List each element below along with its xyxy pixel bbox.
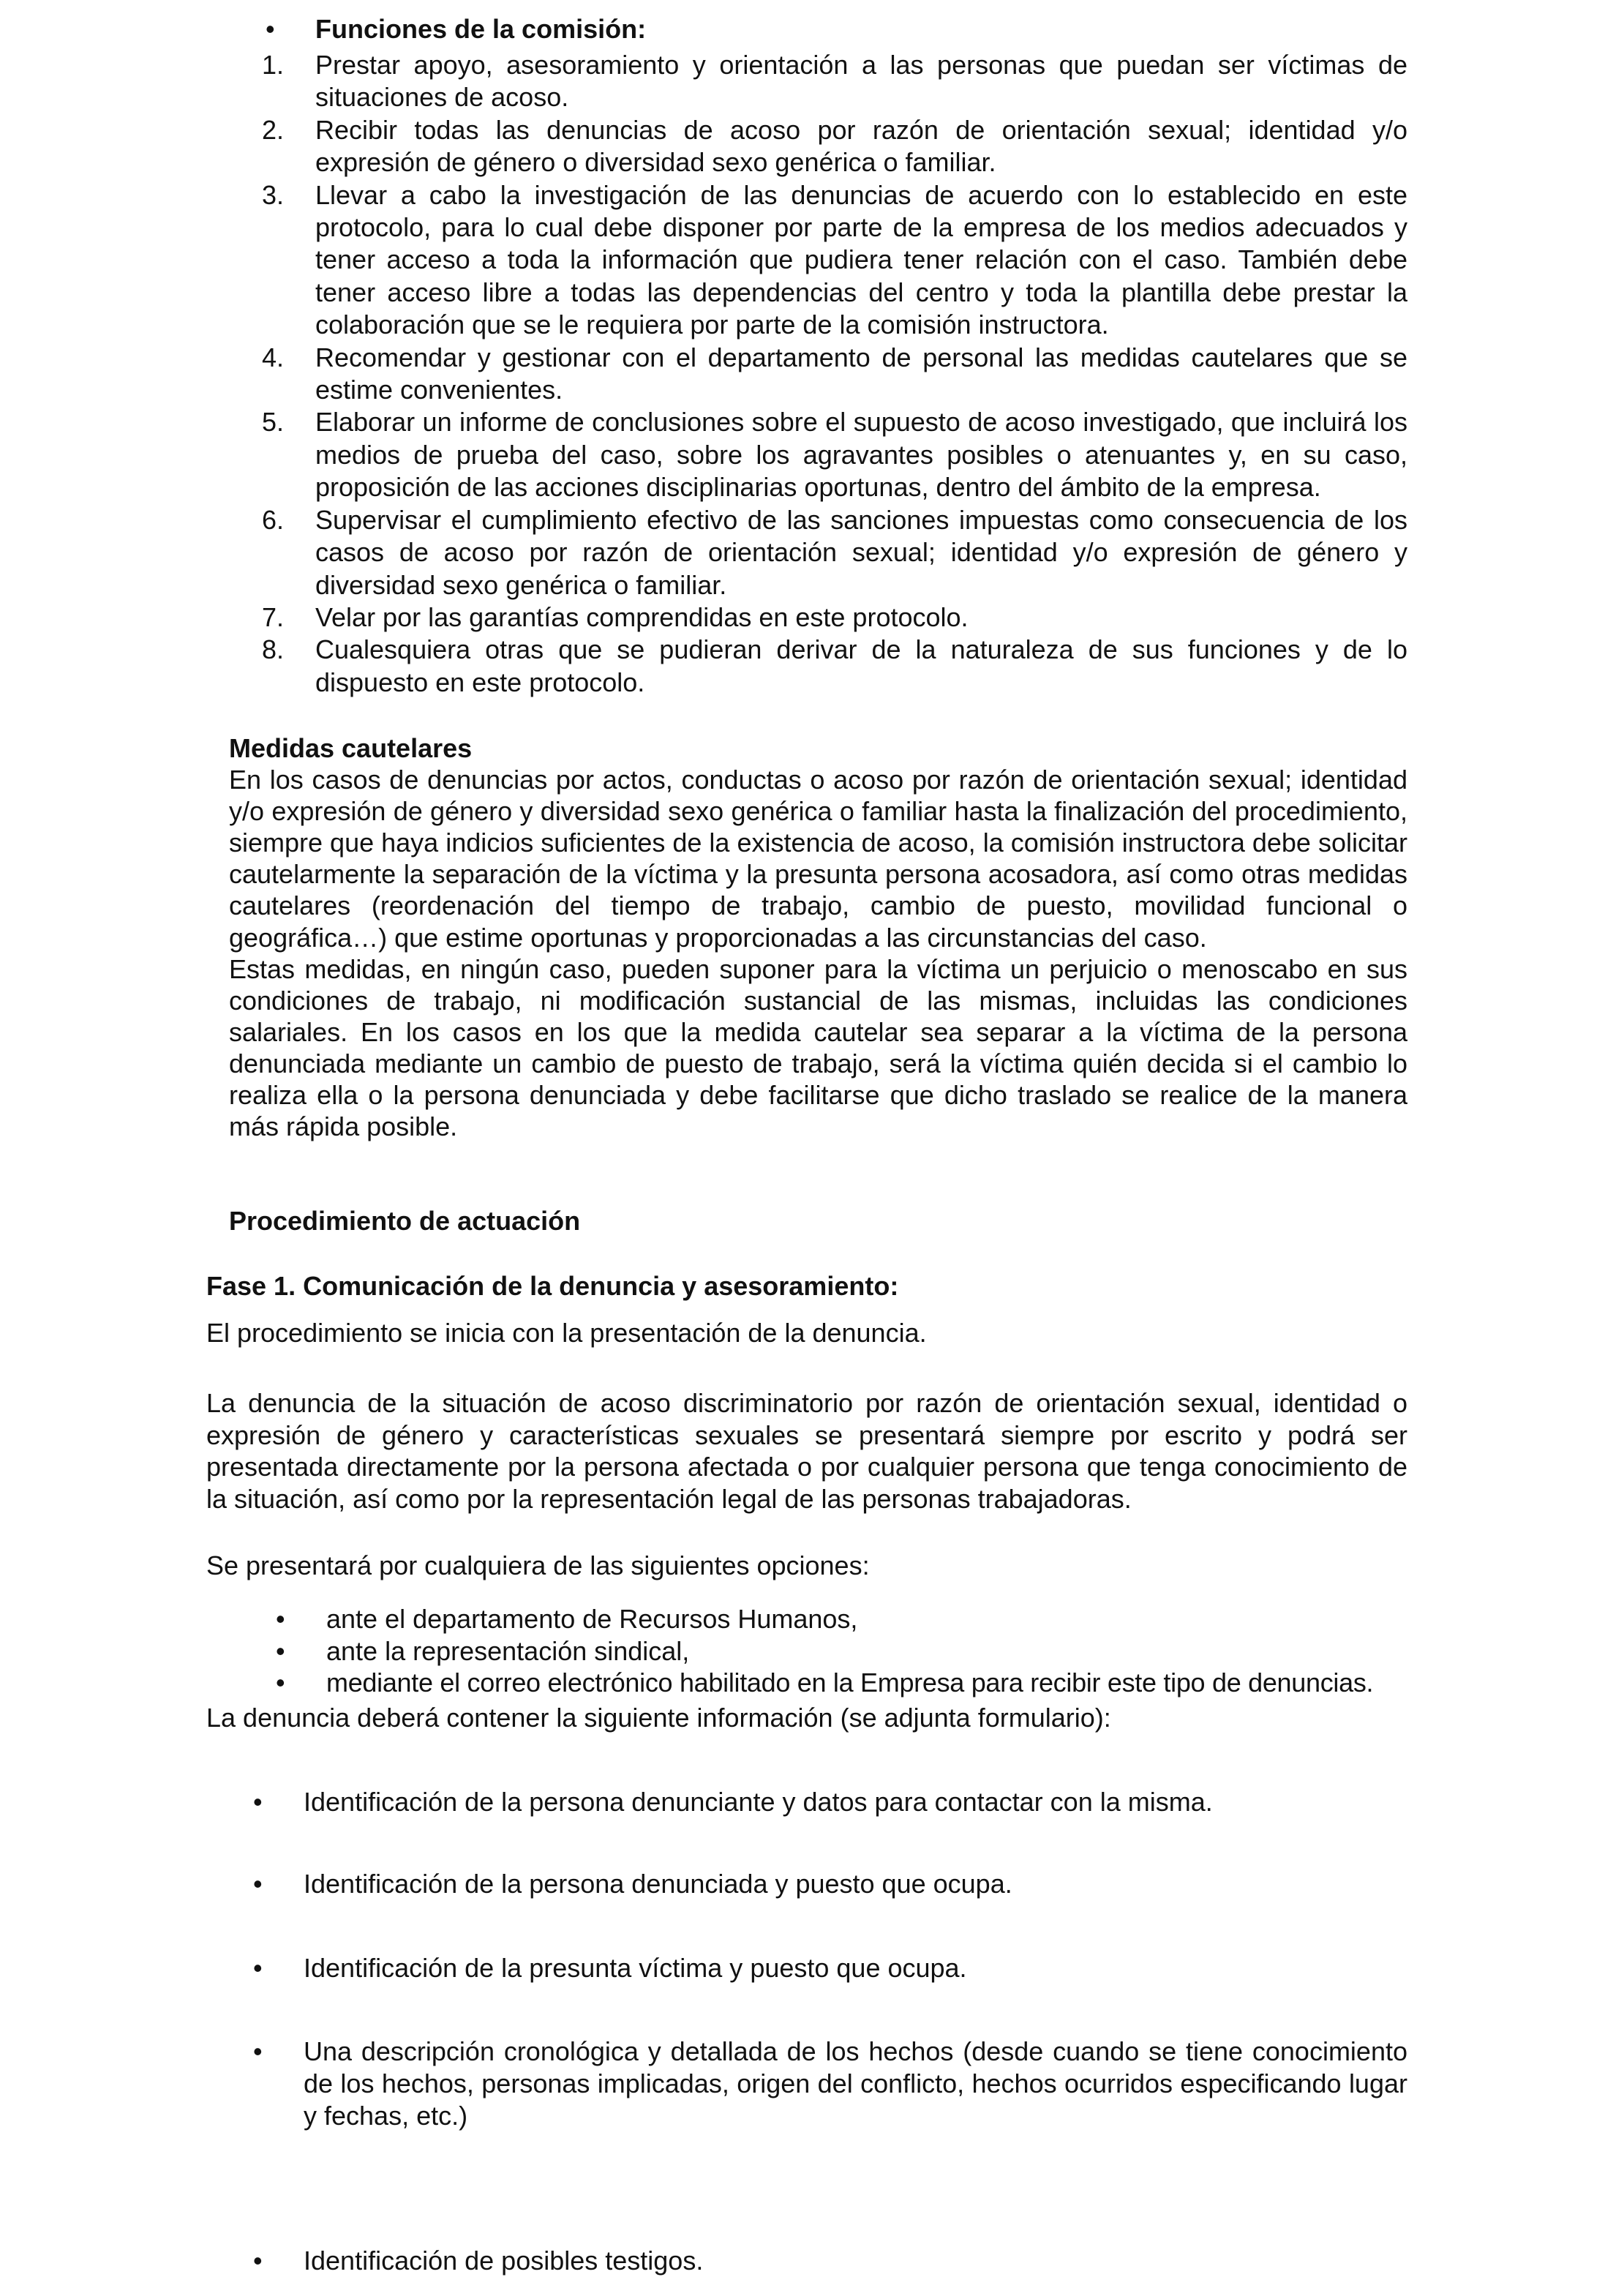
list-item	[262, 49, 1407, 114]
list-item	[276, 1603, 1407, 1635]
bullet-icon: •	[253, 2246, 263, 2276]
content-text: Identificación de la persona denunciante y datos para contactar con la misma.	[304, 1786, 1213, 1817]
list-item	[262, 634, 1407, 699]
bullet-icon: •	[276, 1668, 285, 1698]
options-intro: Se presentará por cualquiera de las siguientes opciones:	[206, 1550, 870, 1580]
list-item	[253, 1786, 1407, 1818]
item-number: 4.	[262, 342, 285, 372]
bullet-icon: •	[266, 14, 275, 44]
functions-list	[262, 49, 1407, 699]
procedure-heading: Procedimiento de actuación	[229, 1206, 581, 1236]
content-text: Una descripción cronológica y detallada de los hechos (desde cuando se tiene conocimiento de los hechos, personas implicadas, origen del conflicto, hechos ocurridos especificando lugar y fechas, etc.)	[304, 2036, 1407, 2131]
precautionary-heading: Medidas cautelares	[229, 733, 473, 763]
item-text: Prestar apoyo, asesoramiento y orientación a las personas que puedan ser víctimas de situaciones de acoso.	[315, 50, 1407, 113]
phase1-heading: Fase 1. Comunicación de la denuncia y asesoramiento:	[206, 1271, 899, 1301]
precautionary-paragraph-2: Estas medidas, en ningún caso, pueden suponer para la víctima un perjuicio o menoscabo en sus condiciones de trabajo, ni modificación sustancial de las mismas, incluidas las condiciones salariales. En los casos en los que la medida cautelar sea separar a la víctima de la persona denunciada mediante un cambio de puesto de trabajo, será la víctima quién decida si el cambio lo realiza ella o la persona denunciada y debe facilitarse que dicho traslado se realice de la manera más rápida posible.	[229, 953, 1407, 1142]
item-text: Velar por las garantías comprendidas en este protocolo.	[315, 601, 969, 632]
bullet-icon: •	[253, 1869, 263, 1899]
list-item	[262, 342, 1407, 407]
functions-heading: Funciones de la comisión:	[315, 14, 647, 44]
item-text: Supervisar el cumplimiento efectivo de las sanciones impuestas como consecuencia de los casos de acoso por razón de orientación sexual; identidad y/o expresión de género y diversidad sexo genérica o familiar.	[315, 504, 1407, 600]
precautionary-paragraph-1: En los casos de denuncias por actos, conductas o acoso por razón de orientación sexual; identidad y/o expresión de género y diversidad sexo genérica o familiar hasta la finalización del procedimiento, siempre que haya indicios suficientes de la existencia de acoso, la comisión instructora debe solicitar cautelarmente la separación de la víctima y la presunta persona acosadora, así como otras medidas cautelares (reordenación del tiempo de trabajo, cambio de puesto, movilidad funcional o geográfica…) que estime oportunas y proporcionadas a las circunstancias del caso.	[229, 765, 1407, 953]
list-item	[253, 2036, 1407, 2131]
bullet-icon: •	[253, 1786, 263, 1817]
item-text: Recibir todas las denuncias de acoso por razón de orientación sexual; identidad y/o expresión de género o diversidad sexo genérica o familiar.	[315, 114, 1407, 178]
bullet-icon: •	[253, 1952, 263, 1983]
option-text: ante la representación sindical,	[326, 1635, 690, 1666]
option-text: ante el departamento de Recursos Humanos,	[326, 1604, 858, 1634]
list-item	[253, 1952, 1407, 1984]
list-item	[262, 406, 1407, 503]
procedure-start-paragraph: El procedimiento se inicia con la presentación de la denuncia.	[206, 1318, 927, 1348]
content-text: Identificación de posibles testigos.	[304, 2246, 704, 2276]
item-number: 5.	[262, 407, 285, 438]
list-item	[276, 1667, 1407, 1699]
list-item	[262, 601, 1407, 634]
bullet-icon: •	[253, 2036, 263, 2067]
option-text: mediante el correo electrónico habilitado en la Empresa para recibir este tipo de denuncias.	[326, 1668, 1374, 1698]
contents-intro: La denuncia deberá contener la siguiente información (se adjunta formulario):	[206, 1703, 1111, 1733]
item-number: 3.	[262, 179, 285, 210]
complaint-paragraph: La denuncia de la situación de acoso discriminatorio por razón de orientación sexual, identidad o expresión de género y características sexuales se presentará siempre por escrito y podrá ser presentada directamente por la persona afectada o por cualquier persona que tenga conocimiento de la situación, así como por la representación legal de las personas trabajadoras.	[206, 1388, 1407, 1514]
item-text: Llevar a cabo la investigación de las denuncias de acuerdo con lo establecido en este protocolo, para lo cual debe disponer por parte de la empresa de los medios adecuados y tener acceso a toda la información que pudiera tener relación con el caso. También debe tener acceso libre a todas las dependencias del centro y toda la plantilla debe prestar la colaboración que se le requiera por parte de la comisión instructora.	[315, 179, 1407, 340]
content-text: Identificación de la presunta víctima y puesto que ocupa.	[304, 1952, 967, 1983]
item-number: 1.	[262, 50, 285, 80]
bullet-icon: •	[276, 1604, 285, 1634]
item-number: 8.	[262, 634, 285, 665]
item-text: Elaborar un informe de conclusiones sobre el supuesto de acoso investigado, que incluirá los medios de prueba del caso, sobre los agravantes posibles o atenuantes y, en su caso, proposición de las acciones disciplinarias oportunas, dentro del ámbito de la empresa.	[315, 407, 1407, 503]
item-text: Cualesquiera otras que se pudieran derivar de la naturaleza de sus funciones y de lo dispuesto en este protocolo.	[315, 634, 1407, 697]
bullet-icon: •	[276, 1635, 285, 1666]
item-number: 2.	[262, 114, 285, 145]
item-text: Recomendar y gestionar con el departamento de personal las medidas cautelares que se estime convenientes.	[315, 342, 1407, 405]
list-item	[262, 179, 1407, 342]
item-number: 6.	[262, 504, 285, 535]
content-text: Identificación de la persona denunciada y puesto que ocupa.	[304, 1869, 1012, 1899]
list-item	[262, 504, 1407, 601]
item-number: 7.	[262, 601, 285, 632]
list-item	[253, 2245, 1407, 2277]
list-item	[253, 1868, 1407, 1900]
functions-heading-item	[266, 13, 1407, 45]
list-item	[276, 1635, 1407, 1668]
options-list	[276, 1603, 1407, 1699]
list-item	[262, 114, 1407, 179]
precautionary-section	[229, 732, 1407, 1142]
